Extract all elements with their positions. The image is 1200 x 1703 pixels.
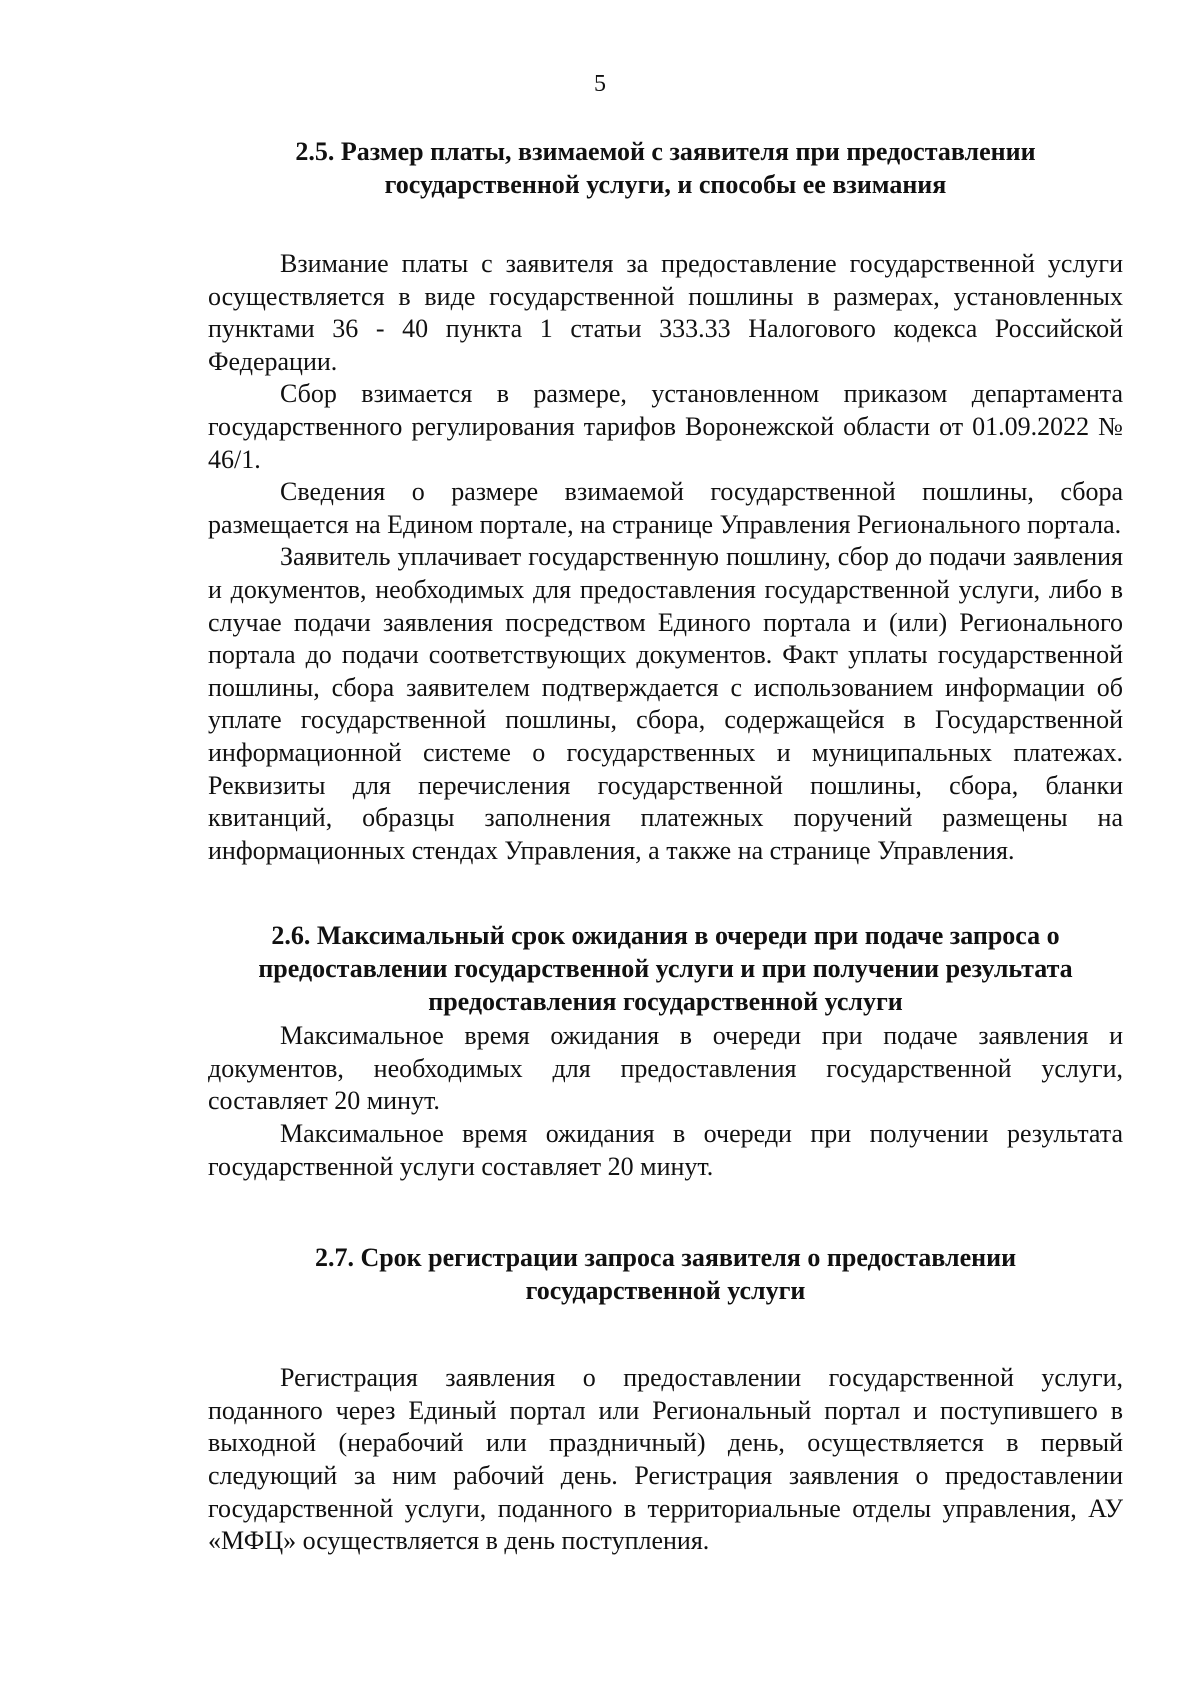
document-body (208, 135, 1123, 1558)
section-body (208, 1020, 1123, 1183)
section-2-6 (208, 919, 1123, 1183)
heading-line: государственной услуги (525, 1276, 806, 1306)
paragraph: Взимание платы с заявителя за предоставление государственной услуги осуществляется в виде государственной пошлины в размерах, установленных пунктами 36 - 40 пункта 1 статьи 333.33 Налогового кодекса Российской Федерации. (208, 249, 1123, 376)
paragraph: Сбор взимается в размере, установленном приказом департамента государственного регулирования тарифов Воронежской области от 01.09.2022 № 46/1. (208, 379, 1123, 474)
section-body (208, 248, 1123, 867)
section-heading (208, 1241, 1123, 1307)
heading-line: государственной услуги, и способы ее взимания (384, 170, 947, 199)
section-heading (208, 135, 1123, 201)
heading-line: 2.7. Срок регистрации запроса заявителя о предоставлении (314, 1243, 1017, 1273)
section-body (208, 1362, 1123, 1558)
heading-line: предоставления государственной услуги (428, 987, 903, 1017)
heading-line: предоставлении государственной услуги и при получении результата (258, 954, 1073, 984)
paragraph: Заявитель уплачивает государственную пошлину, сбор до подачи заявления и документов, необходимых для предоставления государственной услуги, либо в случае подачи заявления посредством Единого портала и (или) Регионального портала до подачи соответствующих документов. Факт уплаты государственной пошлины, сбора заявителем подтверждается с использованием информации об уплате государственной пошлины, сбора, содержащейся в Государственной информационной системе о государственных и муниципальных платежах. Реквизиты для перечисления государственной пошлины, сбора, бланки квитанций, образцы заполнения платежных поручений размещены на информационных стендах Управления, а также на странице Управления. (208, 542, 1123, 865)
paragraph: Сведения о размере взимаемой государственной пошлины, сбора размещается на Едином портале, на странице Управления Регионального портала. (208, 477, 1123, 539)
paragraph: Регистрация заявления о предоставлении государственной услуги, поданного через Единый портал или Региональный портал и поступившего в выходной (нерабочий или праздничный) день, осуществляется в первый следующий за ним рабочий день. Регистрация заявления о предоставлении государственной услуги, поданного в территориальные отделы управления, АУ «МФЦ» осуществляется в день поступления. (208, 1363, 1123, 1556)
section-heading (208, 919, 1123, 1018)
paragraph: Максимальное время ожидания в очереди при получении результата государственной услуги составляет 20 минут. (208, 1119, 1123, 1181)
heading-line: 2.6. Максимальный срок ожидания в очереди при подаче запроса о (271, 921, 1060, 951)
paragraph: Максимальное время ожидания в очереди при подаче заявления и документов, необходимых для предоставления государственной услуги, составляет 20 минут. (208, 1021, 1123, 1116)
section-2-7 (208, 1241, 1123, 1558)
section-2-5 (208, 135, 1123, 867)
page-number: 5 (594, 71, 606, 97)
heading-line: 2.5. Размер платы, взимаемой с заявителя при предоставлении (295, 137, 1036, 166)
